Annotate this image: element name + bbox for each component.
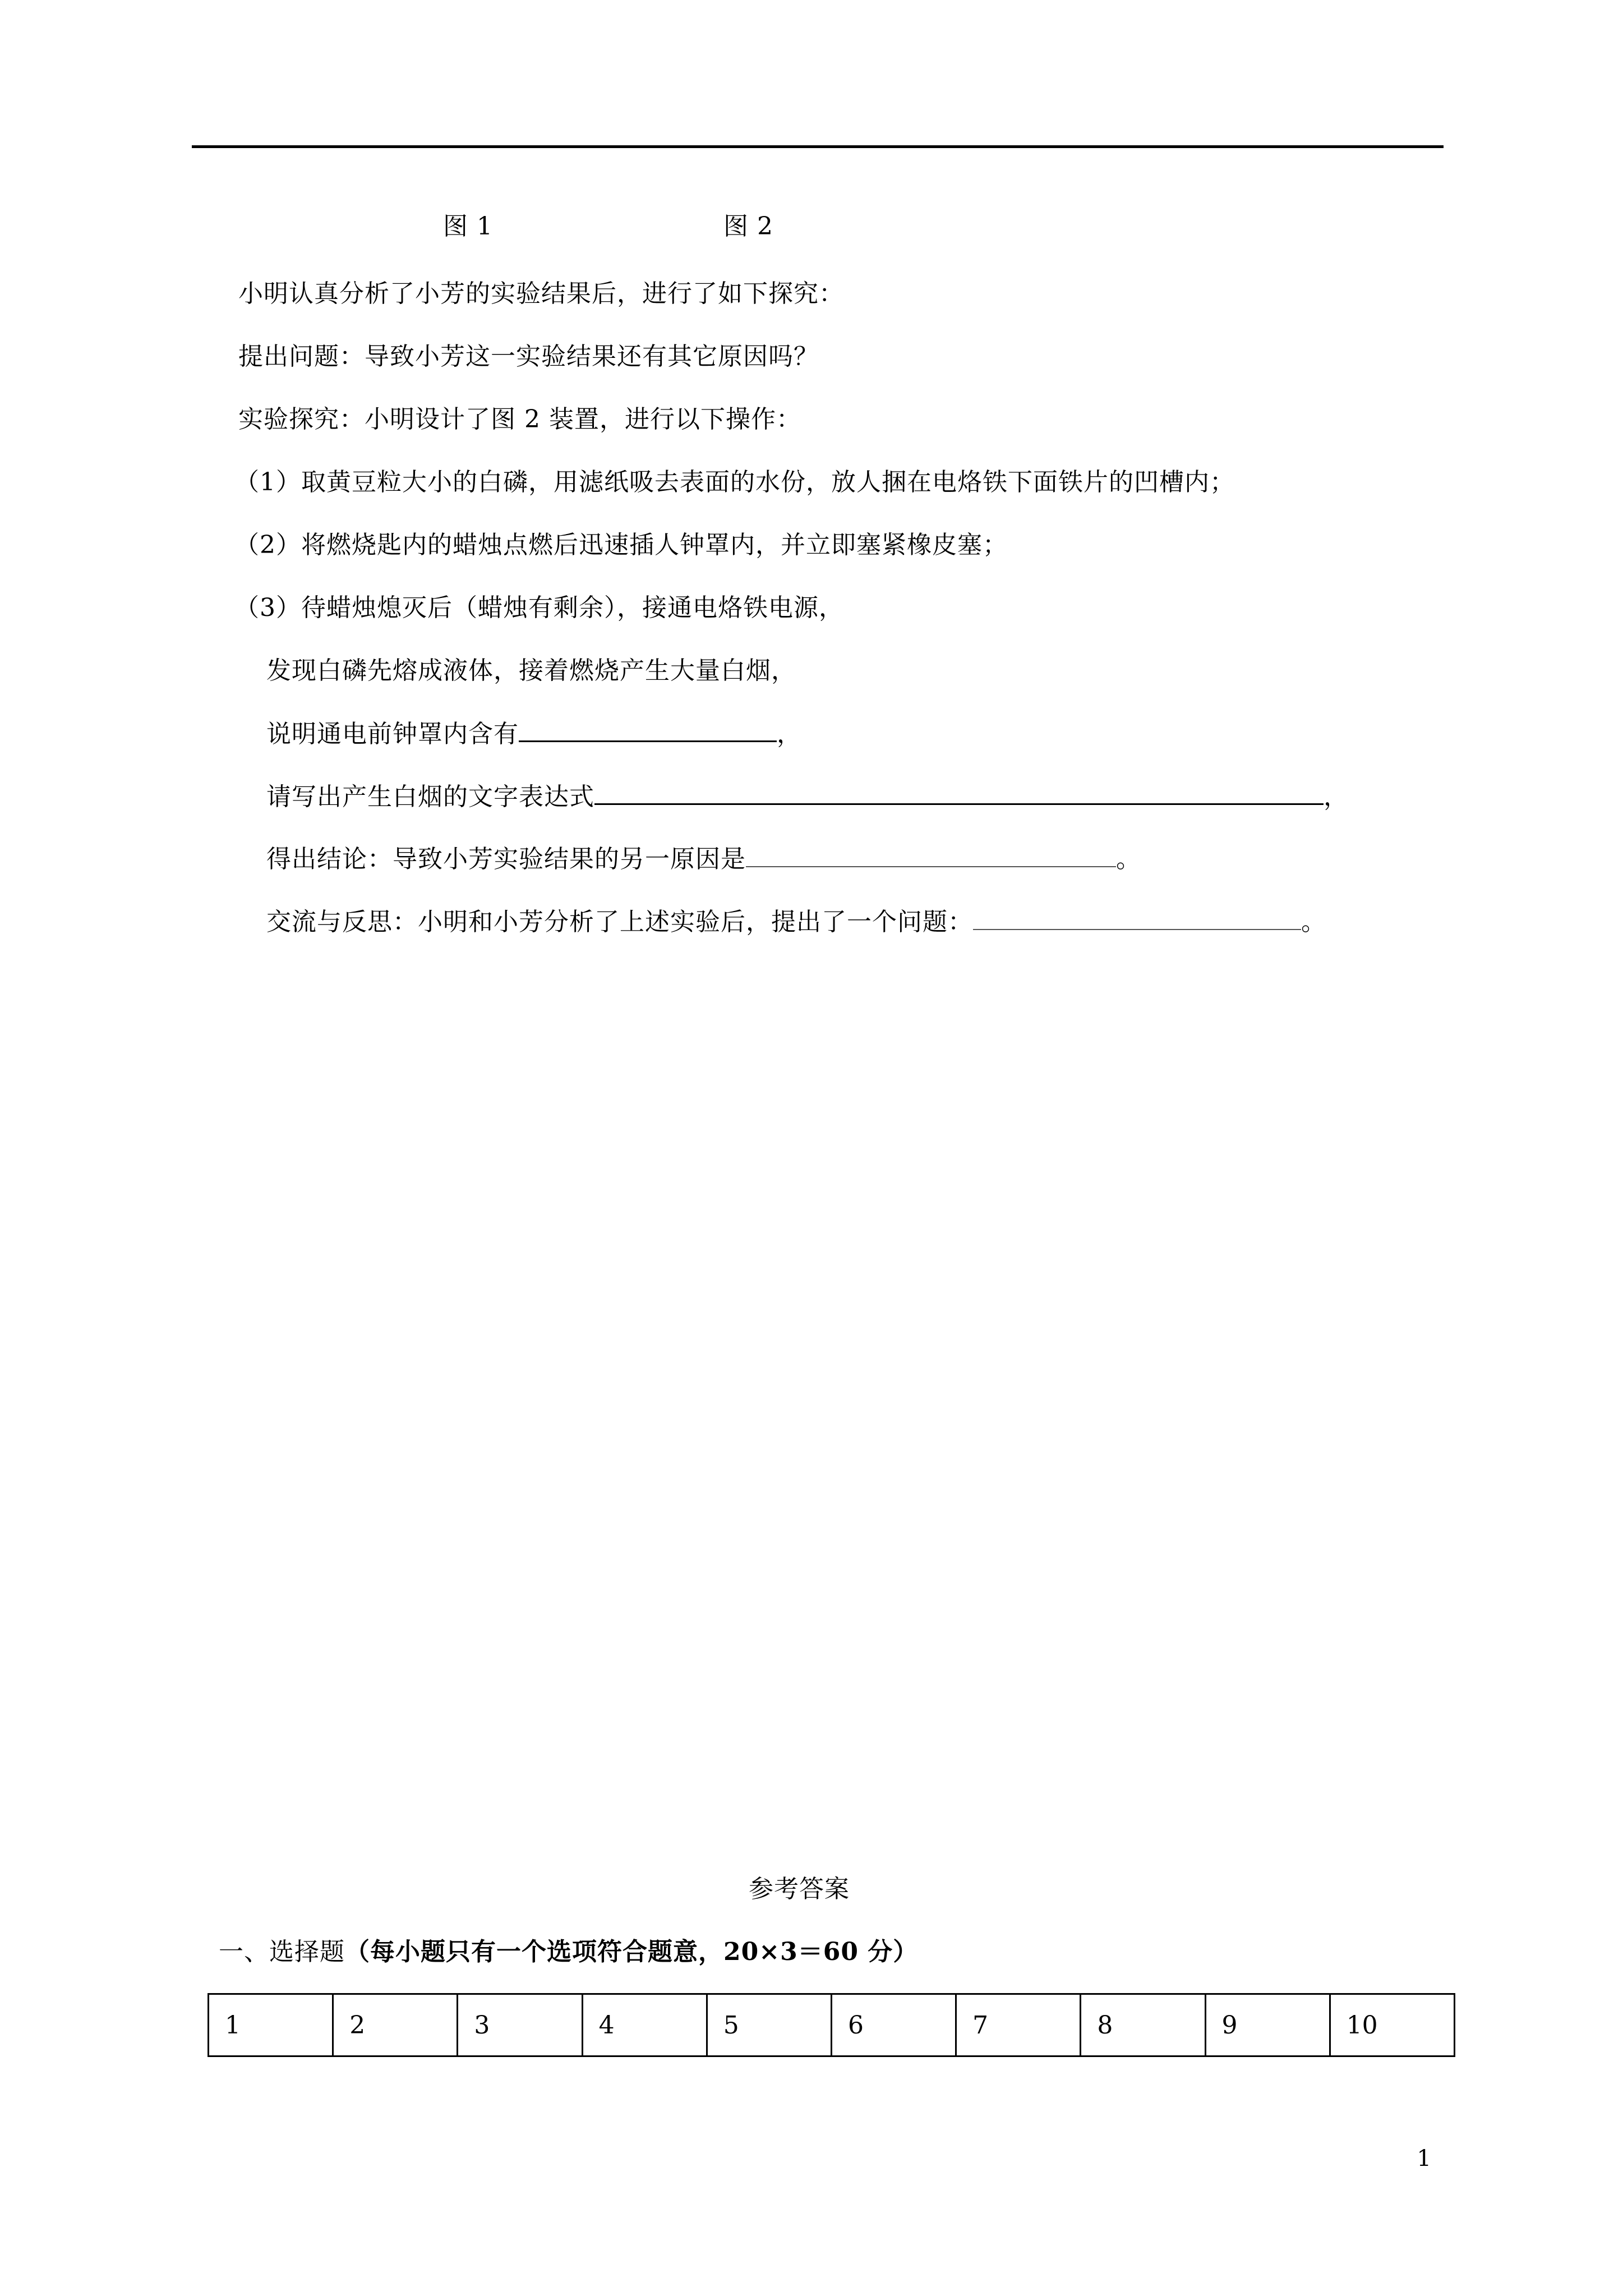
conclusion-answer-blank[interactable] bbox=[746, 844, 1116, 867]
reflection-prefix: 交流与反思：小明和小芳分析了上述实验后，提出了一个问题： bbox=[266, 908, 973, 936]
observation-line: 发现白磷先熔成液体，接着燃烧产生大量白烟， bbox=[266, 656, 796, 685]
step-3: （3）待蜡烛熄灭后（蜡烛有剩余），接通电烙铁电源， bbox=[234, 593, 844, 622]
answer-cell-3: 3 bbox=[458, 1994, 582, 2056]
answer-cell-8: 8 bbox=[1081, 1994, 1205, 2056]
step-1: （1）取黄豆粒大小的白磷，用滤纸吸去表面的水份，放人捆在电烙铁下面铁片的凹槽内； bbox=[234, 468, 1235, 496]
expression-prefix: 请写出产生白烟的文字表达式 bbox=[266, 783, 594, 811]
expression-line bbox=[266, 781, 1349, 813]
answer-cell-5: 5 bbox=[707, 1994, 831, 2056]
answer-cell-2: 2 bbox=[333, 1994, 458, 2056]
answer-cell-7: 7 bbox=[956, 1994, 1081, 2056]
step-2: （2）将燃烧匙内的蜡烛点燃后迅速插人钟罩内，并立即塞紧橡皮塞； bbox=[234, 531, 1008, 559]
contains-answer-blank[interactable] bbox=[519, 718, 777, 742]
expression-suffix: ， bbox=[1324, 783, 1349, 811]
experiment-paragraph: 实验探究：小明设计了图 2 装置，进行以下操作： bbox=[238, 405, 801, 434]
figure-1-label: 图 1 bbox=[443, 212, 493, 241]
header-rule bbox=[192, 145, 1444, 148]
question-paragraph: 提出问题：导致小芳这一实验结果还有其它原因吗？ bbox=[238, 342, 819, 371]
conclusion-line bbox=[266, 844, 1141, 875]
conclusion-suffix: 。 bbox=[1116, 845, 1141, 873]
answer-cell-1: 1 bbox=[209, 1994, 333, 2056]
answer-table-row bbox=[209, 1994, 1455, 2056]
section-heading-bold: （每小题只有一个选项符合题意，20×3＝60 分） bbox=[345, 1938, 919, 1966]
answer-table bbox=[208, 1993, 1455, 2057]
page-number: 1 bbox=[1417, 2146, 1431, 2171]
answer-cell-6: 6 bbox=[831, 1994, 956, 2056]
figure-2-label: 图 2 bbox=[723, 212, 773, 241]
answer-cell-4: 4 bbox=[582, 1994, 707, 2056]
contains-prefix: 说明通电前钟罩内含有 bbox=[266, 720, 519, 748]
expression-answer-blank[interactable] bbox=[594, 781, 1324, 805]
reflection-suffix: 。 bbox=[1301, 908, 1326, 936]
reflection-line bbox=[266, 907, 1326, 938]
contains-line bbox=[266, 718, 802, 750]
intro-paragraph: 小明认真分析了小芳的实验结果后，进行了如下探究： bbox=[238, 279, 844, 308]
reflection-answer-blank[interactable] bbox=[973, 907, 1301, 930]
conclusion-prefix: 得出结论：导致小芳实验结果的另一原因是 bbox=[266, 845, 746, 873]
section-heading bbox=[219, 1936, 918, 1968]
section-heading-plain: 一、选择题 bbox=[219, 1938, 345, 1966]
answer-cell-10: 10 bbox=[1330, 1994, 1454, 2056]
answer-title: 参考答案 bbox=[749, 1875, 850, 1903]
contains-suffix: ， bbox=[777, 720, 802, 748]
answer-cell-9: 9 bbox=[1205, 1994, 1330, 2056]
